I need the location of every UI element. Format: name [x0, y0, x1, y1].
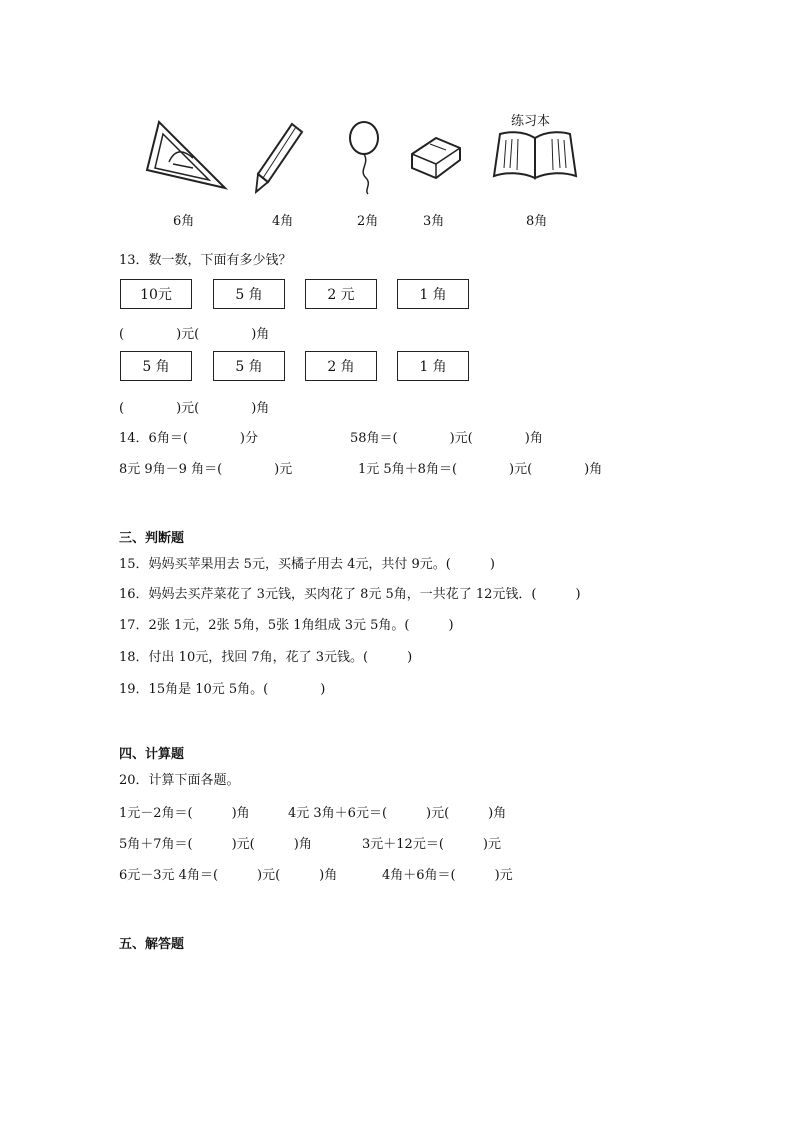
question-13-title: 13．数一数，下面有多少钱？ — [119, 253, 292, 268]
money-box: 1 角 — [397, 279, 469, 309]
money-box: 5 角 — [213, 351, 285, 381]
question-18: 18．付出 10元，找回 7角，花了 3元钱。( ) — [119, 650, 413, 665]
question-14-part3: 8元 9角－9 角＝( )元 — [119, 462, 293, 477]
notebook-icon — [492, 128, 578, 184]
question-14-part1: 14．6角＝( )分 — [119, 431, 258, 446]
price-triangle-ruler: 6角 — [173, 214, 195, 229]
question-15: 15．妈妈买苹果用去 5元，买橘子用去 4元，共付 9元。( ) — [119, 557, 495, 572]
calc-row1-right: 4元 3角＋6元＝( )元( )角 — [288, 806, 507, 821]
balloon-icon — [346, 120, 382, 196]
question-19: 19．15角是 10元 5角。( ) — [119, 682, 326, 697]
price-notebook: 8角 — [526, 214, 548, 229]
money-box: 10元 — [120, 279, 192, 309]
triangle-ruler-icon — [143, 120, 229, 192]
answer-13-row1: ( )元( )角 — [119, 327, 270, 342]
price-eraser: 3角 — [423, 214, 445, 229]
question-20: 20．计算下面各题。 — [119, 773, 240, 788]
section-4-title: 四、计算题 — [119, 747, 185, 762]
notebook-label: 练习本 — [511, 114, 551, 129]
pencil-icon — [252, 120, 308, 196]
calc-row2-right: 3元＋12元＝( )元 — [362, 837, 501, 852]
question-14-part2: 58角＝( )元( )角 — [350, 431, 543, 446]
question-16: 16．妈妈去买芹菜花了 3元钱，买肉花了 8元 5角，一共花了 12元钱．( ) — [119, 587, 581, 602]
money-box: 2 角 — [305, 351, 377, 381]
price-pencil: 4角 — [272, 214, 294, 229]
question-17: 17．2张 1元，2张 5角，5张 1角组成 3元 5角。( ) — [119, 618, 454, 633]
money-box: 5 角 — [120, 351, 192, 381]
answer-13-row2: ( )元( )角 — [119, 401, 270, 416]
money-box: 5 角 — [213, 279, 285, 309]
price-balloon: 2角 — [357, 214, 379, 229]
eraser-icon — [406, 134, 466, 182]
money-box: 2 元 — [305, 279, 377, 309]
section-3-title: 三、判断题 — [119, 531, 185, 546]
money-box: 1 角 — [397, 351, 469, 381]
section-5-title: 五、解答题 — [119, 937, 185, 952]
calc-row2-left: 5角＋7角＝( )元( )角 — [119, 837, 312, 852]
question-14-part4: 1元 5角＋8角＝( )元( )角 — [358, 462, 603, 477]
calc-row1-left: 1元－2角＝( )角 — [119, 806, 250, 821]
calc-row3-left: 6元－3元 4角＝( )元( )角 — [119, 868, 338, 883]
calc-row3-right: 4角＋6角＝( )元 — [382, 868, 513, 883]
